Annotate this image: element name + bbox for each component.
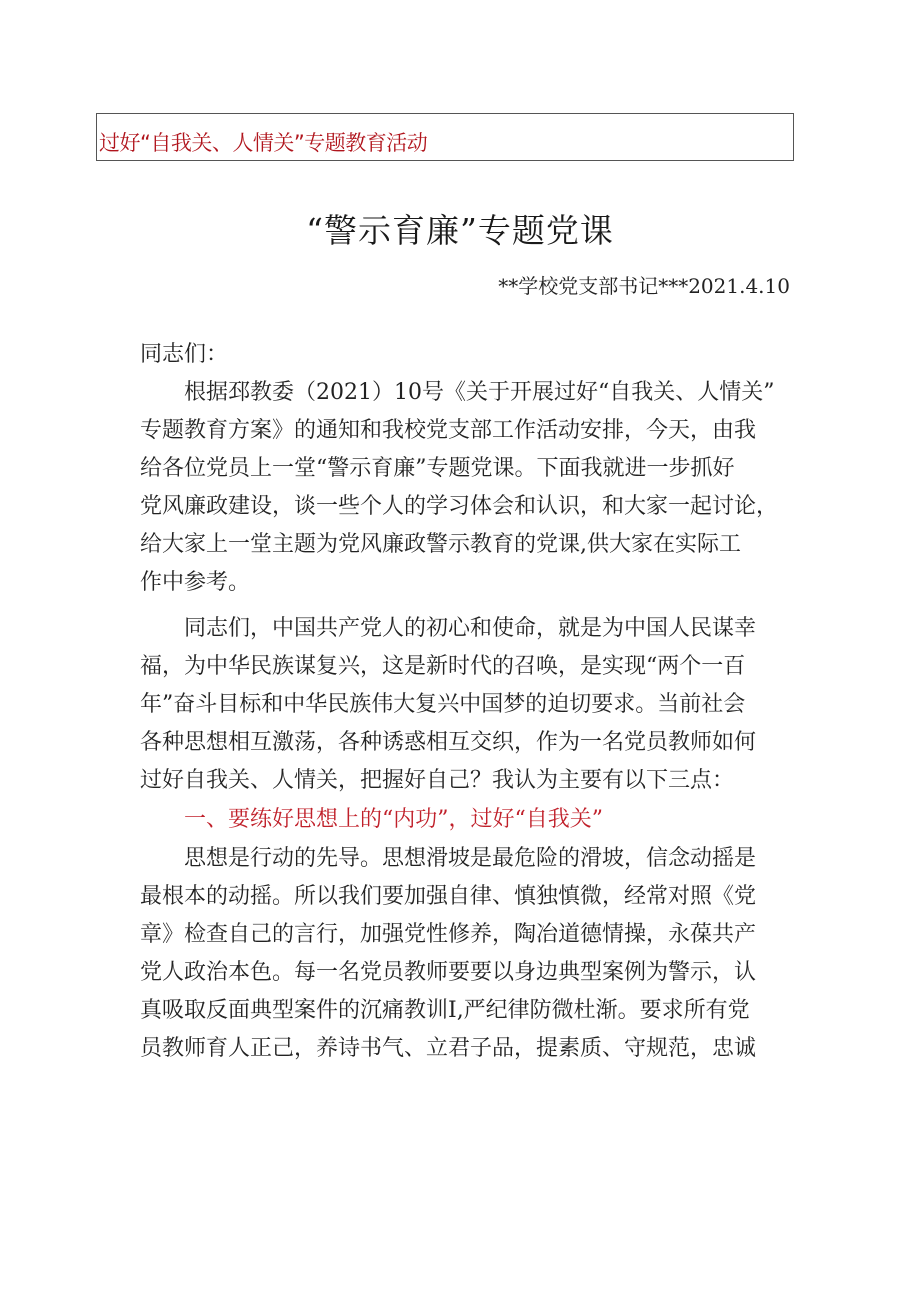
paragraph-line: 员教师育人正己，养诗书气、立君子品，提素质、守规范，忠诚 xyxy=(140,1036,757,1061)
paragraph-line: 各种思想相互激荡，各种诱惑相互交织，作为一名党员教师如何 xyxy=(140,730,757,755)
paragraph-line: 思想是行动的先导。思想滑坡是最危险的滑坡，信念动摇是 xyxy=(184,846,757,871)
paragraph-line: 根据邳教委（2021）10号《关于开展过好“自我关、人情关” xyxy=(184,380,775,405)
paragraph-line: 给大家上一堂主题为党风廉政警示教育的党课,供大家在实际工 xyxy=(140,532,741,557)
document-body xyxy=(140,336,795,1068)
paragraph-line: 党风廉政建设，谈一些个人的学习体会和认识，和大家一起讨论， xyxy=(140,494,779,519)
paragraph-line: 最根本的动摇。所以我们要加强自律、慎独慎微，经常对照《党 xyxy=(140,884,757,909)
paragraph-line: 给各位党员上一堂“警示育廉”专题党课。下面我就进一步抓好 xyxy=(140,456,735,481)
paragraph-3 xyxy=(140,840,795,1068)
paragraph-line: 真吸取反面典型案件的沉痛教训I,严纪律防微杜渐。要求所有党 xyxy=(140,998,750,1023)
paragraph-2 xyxy=(140,610,795,800)
salutation: 同志们： xyxy=(140,342,229,367)
section-1-heading: 一、要练好思想上的“内功”，过好“自我关” xyxy=(184,807,603,832)
header-banner-box xyxy=(96,113,794,161)
header-banner-text: 过好“自我关、人情关”专题教育活动 xyxy=(99,131,428,155)
paragraph-line: 作中参考。 xyxy=(140,570,251,595)
paragraph-line: 年”奋斗目标和中华民族伟大复兴中国梦的迫切要求。当前社会 xyxy=(140,692,746,717)
document-title: “警示育廉”专题党课 xyxy=(306,211,614,250)
paragraph-line: 福，为中华民族谋复兴，这是新时代的召唤，是实现“两个一百 xyxy=(140,654,746,679)
paragraph-line: 同志们，中国共产党人的初心和使命，就是为中国人民谋幸 xyxy=(184,616,757,641)
author-line: **学校党支部书记***2021.4.10 xyxy=(498,274,790,298)
paragraph-line: 章》检查自己的言行，加强党性修养，陶冶道德情操，永葆共产 xyxy=(140,922,757,947)
paragraph-line: 党人政治本色。每一名党员教师要要以身边典型案例为警示，认 xyxy=(140,960,757,985)
paragraph-line: 过好自我关、人情关，把握好自己？我认为主要有以下三点： xyxy=(140,768,735,793)
paragraph-line: 专题教育方案》的通知和我校党支部工作活动安排，今天，由我 xyxy=(140,418,757,443)
paragraph-1 xyxy=(140,374,795,602)
